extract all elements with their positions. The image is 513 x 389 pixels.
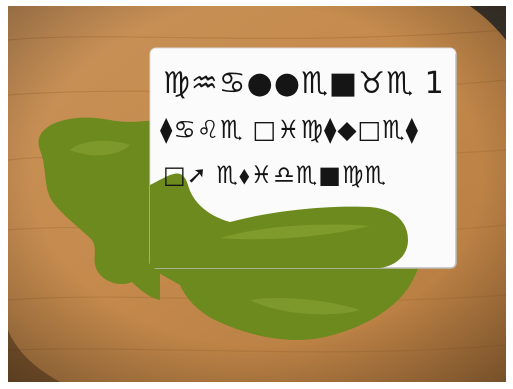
board-line-3: □➚ ♏⬧♓♎♏■♍♏	[163, 161, 387, 189]
board-line-1: ♍♒♋●●♏■♉♏ 1	[163, 66, 445, 101]
board-line-2: ⧫♋♌♏ □♓♍⧫◆□♏⧫	[160, 115, 419, 144]
